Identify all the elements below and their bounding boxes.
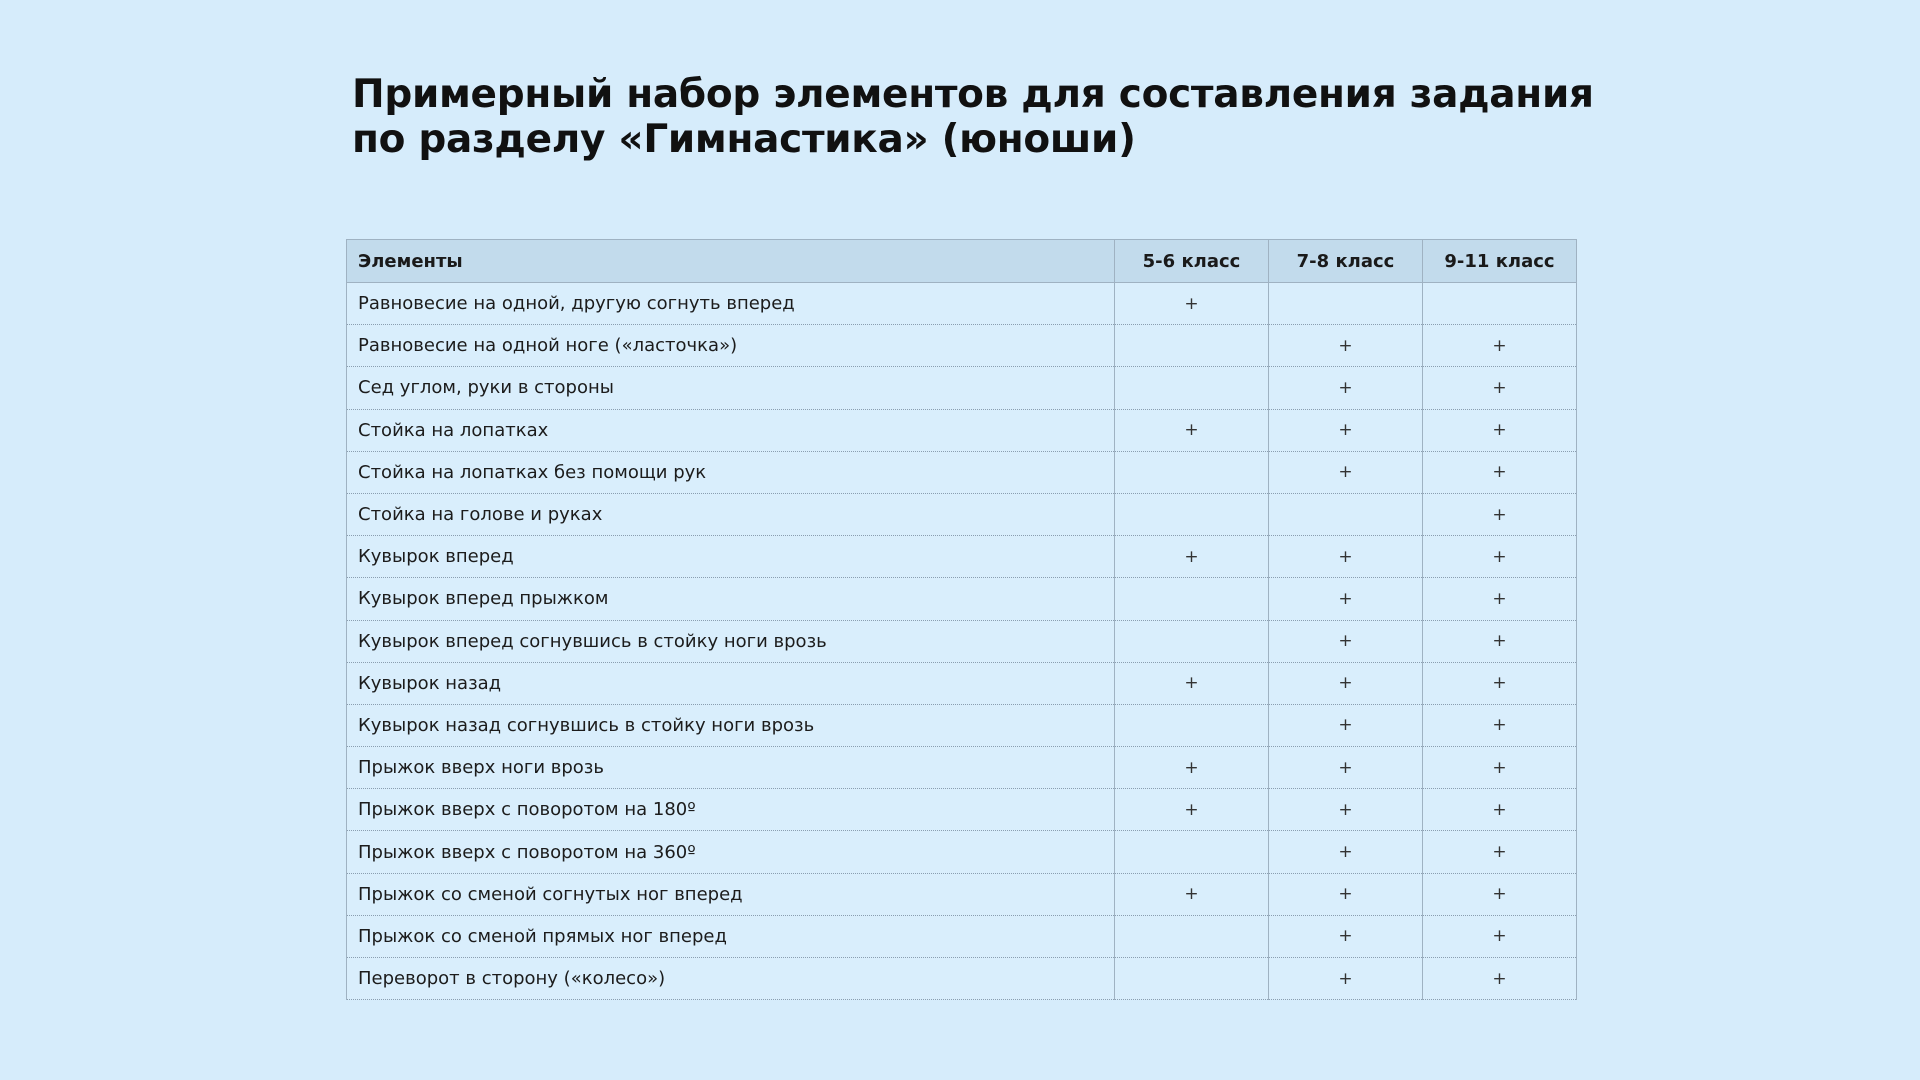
- element-name-cell: Кувырок вперед прыжком: [347, 578, 1115, 620]
- table-row: [347, 789, 1577, 831]
- grade-7-8-mark: +: [1269, 958, 1423, 1000]
- table-row: [347, 493, 1577, 535]
- table-row: [347, 704, 1577, 746]
- table-row: [347, 536, 1577, 578]
- grade-9-11-mark: +: [1423, 958, 1577, 1000]
- element-name-cell: Прыжок вверх с поворотом на 180º: [347, 789, 1115, 831]
- element-name-cell: Прыжок со сменой согнутых ног вперед: [347, 873, 1115, 915]
- grade-9-11-mark: +: [1423, 915, 1577, 957]
- table-row: [347, 620, 1577, 662]
- grade-5-6-mark: [1115, 367, 1269, 409]
- table-body: [347, 283, 1577, 1000]
- table-row: [347, 325, 1577, 367]
- element-name-cell: Переворот в сторону («колесо»): [347, 958, 1115, 1000]
- grade-9-11-mark: +: [1423, 325, 1577, 367]
- element-name-cell: Прыжок вверх с поворотом на 360º: [347, 831, 1115, 873]
- grade-5-6-mark: [1115, 831, 1269, 873]
- grade-5-6-mark: +: [1115, 789, 1269, 831]
- grade-5-6-mark: +: [1115, 662, 1269, 704]
- grade-7-8-mark: +: [1269, 789, 1423, 831]
- grade-5-6-mark: +: [1115, 873, 1269, 915]
- slide-title: Примерный набор элементов для составления задания по разделу «Гимнастика» (юноши): [352, 72, 1594, 162]
- grade-7-8-mark: +: [1269, 620, 1423, 662]
- grade-9-11-mark: +: [1423, 367, 1577, 409]
- grade-9-11-mark: +: [1423, 493, 1577, 535]
- grade-9-11-mark: +: [1423, 662, 1577, 704]
- elements-table: [346, 239, 1577, 1000]
- grade-9-11-mark: +: [1423, 873, 1577, 915]
- grade-9-11-mark: +: [1423, 704, 1577, 746]
- element-name-cell: Сед углом, руки в стороны: [347, 367, 1115, 409]
- grade-7-8-mark: +: [1269, 409, 1423, 451]
- grade-7-8-mark: +: [1269, 704, 1423, 746]
- table-row: [347, 578, 1577, 620]
- grade-7-8-mark: [1269, 493, 1423, 535]
- grade-9-11-mark: +: [1423, 578, 1577, 620]
- grade-7-8-mark: [1269, 283, 1423, 325]
- grade-5-6-mark: +: [1115, 409, 1269, 451]
- grade-7-8-mark: +: [1269, 831, 1423, 873]
- header-row: [347, 240, 1577, 283]
- elements-table-container: [346, 239, 1576, 1000]
- table-row: [347, 367, 1577, 409]
- table-row: [347, 873, 1577, 915]
- table-row: [347, 283, 1577, 325]
- element-name-cell: Стойка на голове и руках: [347, 493, 1115, 535]
- grade-5-6-mark: [1115, 704, 1269, 746]
- table-row: [347, 409, 1577, 451]
- grade-5-6-mark: [1115, 915, 1269, 957]
- grade-9-11-mark: +: [1423, 451, 1577, 493]
- element-name-cell: Прыжок со сменой прямых ног вперед: [347, 915, 1115, 957]
- grade-9-11-mark: +: [1423, 409, 1577, 451]
- element-name-cell: Стойка на лопатках: [347, 409, 1115, 451]
- element-name-cell: Кувырок назад согнувшись в стойку ноги врозь: [347, 704, 1115, 746]
- table-row: [347, 451, 1577, 493]
- grade-7-8-mark: +: [1269, 451, 1423, 493]
- grade-9-11-mark: [1423, 283, 1577, 325]
- header-grade-7-8: 7-8 класс: [1269, 240, 1423, 283]
- grade-9-11-mark: +: [1423, 620, 1577, 662]
- grade-7-8-mark: +: [1269, 325, 1423, 367]
- element-name-cell: Прыжок вверх ноги врозь: [347, 747, 1115, 789]
- grade-7-8-mark: +: [1269, 536, 1423, 578]
- table-header: [347, 240, 1577, 283]
- grade-7-8-mark: +: [1269, 662, 1423, 704]
- header-grade-5-6: 5-6 класс: [1115, 240, 1269, 283]
- grade-5-6-mark: [1115, 325, 1269, 367]
- grade-5-6-mark: [1115, 620, 1269, 662]
- element-name-cell: Кувырок вперед согнувшись в стойку ноги врозь: [347, 620, 1115, 662]
- grade-9-11-mark: +: [1423, 831, 1577, 873]
- grade-9-11-mark: +: [1423, 747, 1577, 789]
- header-elements: Элементы: [347, 240, 1115, 283]
- header-grade-9-11: 9-11 класс: [1423, 240, 1577, 283]
- table-row: [347, 915, 1577, 957]
- grade-5-6-mark: +: [1115, 747, 1269, 789]
- grade-5-6-mark: [1115, 578, 1269, 620]
- grade-9-11-mark: +: [1423, 789, 1577, 831]
- element-name-cell: Равновесие на одной ноге («ласточка»): [347, 325, 1115, 367]
- grade-9-11-mark: +: [1423, 536, 1577, 578]
- grade-5-6-mark: +: [1115, 536, 1269, 578]
- table-row: [347, 662, 1577, 704]
- grade-7-8-mark: +: [1269, 915, 1423, 957]
- element-name-cell: Стойка на лопатках без помощи рук: [347, 451, 1115, 493]
- table-row: [347, 747, 1577, 789]
- grade-5-6-mark: +: [1115, 283, 1269, 325]
- grade-7-8-mark: +: [1269, 873, 1423, 915]
- element-name-cell: Кувырок вперед: [347, 536, 1115, 578]
- grade-5-6-mark: [1115, 493, 1269, 535]
- grade-7-8-mark: +: [1269, 367, 1423, 409]
- element-name-cell: Кувырок назад: [347, 662, 1115, 704]
- table-row: [347, 958, 1577, 1000]
- grade-5-6-mark: [1115, 451, 1269, 493]
- grade-7-8-mark: +: [1269, 747, 1423, 789]
- grade-5-6-mark: [1115, 958, 1269, 1000]
- grade-7-8-mark: +: [1269, 578, 1423, 620]
- table-row: [347, 831, 1577, 873]
- element-name-cell: Равновесие на одной, другую согнуть вперед: [347, 283, 1115, 325]
